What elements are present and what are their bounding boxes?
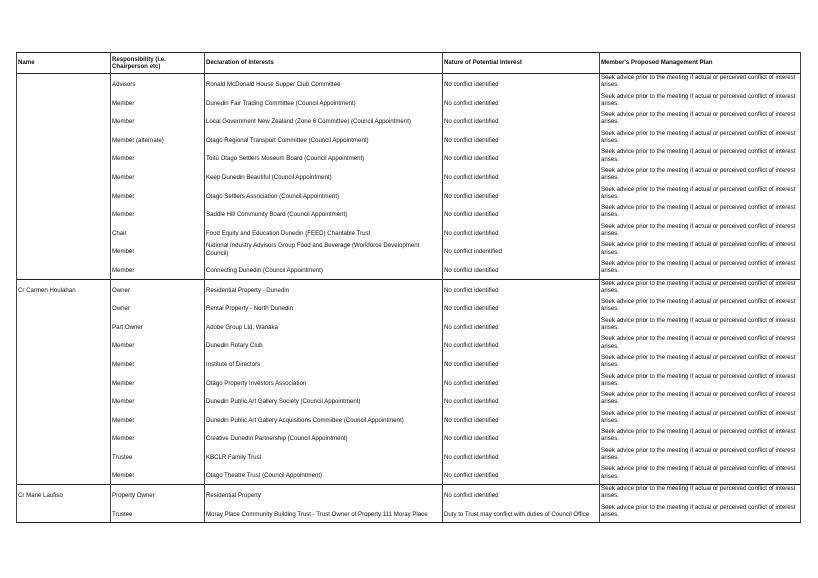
nature-cell: No conflict identified	[443, 204, 600, 223]
responsibility-cell: Member	[111, 410, 205, 429]
declaration-cell: Adobe Group Ltd, Wanaka	[205, 317, 443, 336]
responsibility-cell: Advisors	[111, 74, 205, 93]
declaration-cell: Residential Property - Dunedin	[205, 279, 443, 298]
member-name-cell	[17, 373, 111, 392]
nature-cell: No conflict identified	[443, 447, 600, 466]
responsibility-cell: Member	[111, 260, 205, 279]
management-plan-cell: Seek advice prior to the meeting if actual or perceived conflict of interest arises.	[600, 186, 801, 205]
table-row	[17, 167, 801, 186]
management-plan-cell: Seek advice prior to the meeting if actual or perceived conflict of interest arises.	[600, 223, 801, 242]
declaration-cell: Creative Dunedin Partnership (Council Appointment)	[205, 428, 443, 447]
declaration-cell: Otago Property Investors Association	[205, 373, 443, 392]
nature-cell: No conflict identified	[443, 93, 600, 112]
responsibility-cell: Member (alternate)	[111, 130, 205, 149]
member-name-cell	[17, 504, 111, 523]
declaration-cell: Toitū Otago Settlers Museum Board (Council Appointment)	[205, 148, 443, 167]
table-row	[17, 465, 801, 484]
management-plan-cell: Seek advice prior to the meeting if actual or perceived conflict of interest arises.	[600, 260, 801, 279]
member-name-cell	[17, 93, 111, 112]
header-row	[17, 53, 801, 74]
table-row	[17, 335, 801, 354]
member-name-cell	[17, 167, 111, 186]
table-row	[17, 260, 801, 279]
management-plan-cell: Seek advice prior to the meeting if actual or perceived conflict of interest arises.	[600, 428, 801, 447]
table-row	[17, 317, 801, 336]
declaration-cell: Saddle Hill Community Board (Council Appointment)	[205, 204, 443, 223]
nature-cell: No conflict identified	[443, 279, 600, 298]
management-plan-cell: Seek advice prior to the meeting if actual or perceived conflict of interest arises.	[600, 241, 801, 260]
nature-cell: No conflict identified	[443, 354, 600, 373]
member-name-cell: Cr Carmen Houlahan	[17, 279, 111, 298]
member-name-cell	[17, 186, 111, 205]
declaration-cell: KBCLR Family Trust	[205, 447, 443, 466]
responsibility-cell: Member	[111, 111, 205, 130]
nature-cell: No conflict identified	[443, 130, 600, 149]
table-row	[17, 391, 801, 410]
management-plan-cell: Seek advice prior to the meeting if actual or perceived conflict of interest arises.	[600, 111, 801, 130]
table-row	[17, 111, 801, 130]
member-name-cell	[17, 148, 111, 167]
declaration-cell: Otago Settlers Association (Council Appointment)	[205, 186, 443, 205]
table-row	[17, 428, 801, 447]
member-name-cell	[17, 391, 111, 410]
nature-cell: No conflict identified	[443, 373, 600, 392]
table-row	[17, 504, 801, 523]
responsibility-cell: Part Owner	[111, 317, 205, 336]
member-name-cell	[17, 335, 111, 354]
management-plan-cell: Seek advice prior to the meeting if actual or perceived conflict of interest arises.	[600, 504, 801, 523]
responsibility-cell: Member	[111, 167, 205, 186]
member-name-cell	[17, 317, 111, 336]
member-name-cell	[17, 465, 111, 484]
responsibility-cell: Trustee	[111, 504, 205, 523]
nature-cell: No conflict identified	[443, 317, 600, 336]
responsibility-cell: Member	[111, 335, 205, 354]
responsibility-cell: Member	[111, 391, 205, 410]
member-name-cell	[17, 111, 111, 130]
management-plan-cell: Seek advice prior to the meeting if actual or perceived conflict of interest arises.	[600, 279, 801, 298]
table-row	[17, 241, 801, 260]
table-row	[17, 298, 801, 317]
nature-cell: No conflict identified	[443, 111, 600, 130]
table-row	[17, 93, 801, 112]
member-name-cell	[17, 354, 111, 373]
declaration-cell: Keep Dunedin Beautiful (Council Appointment)	[205, 167, 443, 186]
management-plan-cell: Seek advice prior to the meeting if actual or perceived conflict of interest arises.	[600, 391, 801, 410]
member-name-cell	[17, 130, 111, 149]
management-plan-cell: Seek advice prior to the meeting if actual or perceived conflict of interest arises.	[600, 447, 801, 466]
responsibility-cell: Owner	[111, 298, 205, 317]
member-name-cell	[17, 428, 111, 447]
member-name-cell	[17, 74, 111, 93]
table-row	[17, 223, 801, 242]
nature-cell: No conflict identified	[443, 428, 600, 447]
responsibility-cell: Member	[111, 148, 205, 167]
nature-cell: No conflict identified	[443, 167, 600, 186]
table-row	[17, 373, 801, 392]
management-plan-cell: Seek advice prior to the meeting if actual or perceived conflict of interest arises.	[600, 335, 801, 354]
table-row	[17, 410, 801, 429]
nature-cell: No conflict identified	[443, 465, 600, 484]
declaration-cell: Ronald McDonald House Supper Club Committee	[205, 74, 443, 93]
management-plan-cell: Seek advice prior to the meeting if actual or perceived conflict of interest arises.	[600, 298, 801, 317]
member-name-cell	[17, 223, 111, 242]
responsibility-cell: Member	[111, 428, 205, 447]
responsibility-cell: Member	[111, 465, 205, 484]
management-plan-cell: Seek advice prior to the meeting if actual or perceived conflict of interest arises.	[600, 317, 801, 336]
table-row	[17, 130, 801, 149]
responsibility-cell: Member	[111, 354, 205, 373]
table-row	[17, 204, 801, 223]
declaration-cell: Moray Place Community Building Trust - Trust Owner of Property 111 Moray Place	[205, 504, 443, 523]
header-nature: Nature of Potential Interest	[443, 53, 600, 74]
nature-cell: Duty to Trust may conflict with duties of Council Office	[443, 504, 600, 523]
management-plan-cell: Seek advice prior to the meeting if actual or perceived conflict of interest arises.	[600, 167, 801, 186]
management-plan-cell: Seek advice prior to the meeting if actual or perceived conflict of interest arises.	[600, 74, 801, 93]
declaration-cell: Rental Property - North Dunedin	[205, 298, 443, 317]
management-plan-cell: Seek advice prior to the meeting if actual or perceived conflict of interest arises.	[600, 373, 801, 392]
management-plan-cell: Seek advice prior to the meeting if actual or perceived conflict of interest arises.	[600, 485, 801, 504]
nature-cell: No conflict indentified	[443, 241, 600, 260]
responsibility-cell: Chair	[111, 223, 205, 242]
management-plan-cell: Seek advice prior to the meeting if actual or perceived conflict of interest arises.	[600, 465, 801, 484]
header-responsibility: Responsibility (i.e. Chairperson etc)	[111, 53, 205, 74]
nature-cell: No conflict identified	[443, 148, 600, 167]
nature-cell: No conflict identified	[443, 485, 600, 504]
nature-cell: No conflict identified	[443, 335, 600, 354]
declaration-cell: Connecting Dunedin (Council Appointment)	[205, 260, 443, 279]
declaration-cell: Residential Property	[205, 485, 443, 504]
member-name-cell	[17, 241, 111, 260]
interests-register	[16, 52, 800, 523]
interests-table	[16, 52, 801, 523]
responsibility-cell: Member	[111, 241, 205, 260]
member-name-cell: Cr Marie Laufiso	[17, 485, 111, 504]
nature-cell: No conflict identified	[443, 298, 600, 317]
member-name-cell	[17, 204, 111, 223]
member-name-cell	[17, 410, 111, 429]
member-name-cell	[17, 298, 111, 317]
table-row	[17, 485, 801, 504]
table-row	[17, 354, 801, 373]
declaration-cell: Institute of Directors	[205, 354, 443, 373]
declaration-cell: Food Equity and Education Dunedin (FEED) Charitable Trust	[205, 223, 443, 242]
header-declaration: Declaration of Interests	[205, 53, 443, 74]
responsibility-cell: Property Owner	[111, 485, 205, 504]
management-plan-cell: Seek advice prior to the meeting if actual or perceived conflict of interest arises.	[600, 130, 801, 149]
management-plan-cell: Seek advice prior to the meeting if actual or perceived conflict of interest arises.	[600, 148, 801, 167]
declaration-cell: Otago Regional Transport Committee (Council Appointment)	[205, 130, 443, 149]
responsibility-cell: Trustee	[111, 447, 205, 466]
table-row	[17, 447, 801, 466]
declaration-cell: National Industry Advisors Group Food and Beverage (Workforce Development Council)	[205, 241, 443, 260]
management-plan-cell: Seek advice prior to the meeting if actual or perceived conflict of interest arises.	[600, 93, 801, 112]
nature-cell: No conflict identified	[443, 260, 600, 279]
table-row	[17, 74, 801, 93]
nature-cell: No conflict identified	[443, 223, 600, 242]
declaration-cell: Local Government New Zealand (Zone 6 Committee) (Council Appointment)	[205, 111, 443, 130]
management-plan-cell: Seek advice prior to the meeting if actual or perceived conflict of interest arises.	[600, 410, 801, 429]
responsibility-cell: Member	[111, 186, 205, 205]
declaration-cell: Otago Theatre Trust (Council Appointment)	[205, 465, 443, 484]
responsibility-cell: Owner	[111, 279, 205, 298]
declaration-cell: Dunedin Public Art Gallery Acquisitions Committee (Council Appointment)	[205, 410, 443, 429]
nature-cell: No conflict identified	[443, 186, 600, 205]
table-row	[17, 186, 801, 205]
declaration-cell: Dunedin Public Art Gallery Society (Council Appointment)	[205, 391, 443, 410]
management-plan-cell: Seek advice prior to the meeting if actual or perceived conflict of interest arises.	[600, 354, 801, 373]
declaration-cell: Dunedin Rotary Club	[205, 335, 443, 354]
responsibility-cell: Member	[111, 373, 205, 392]
member-name-cell	[17, 447, 111, 466]
responsibility-cell: Member	[111, 204, 205, 223]
nature-cell: No conflict identified	[443, 410, 600, 429]
management-plan-cell: Seek advice prior to the meeting if actual or perceived conflict of interest arises.	[600, 204, 801, 223]
header-plan: Member's Proposed Management Plan	[600, 53, 801, 74]
table-row	[17, 148, 801, 167]
declaration-cell: Dunedin Fair Trading Committee (Council Appointment)	[205, 93, 443, 112]
header-name: Name	[17, 53, 111, 74]
table-row	[17, 279, 801, 298]
nature-cell: No conflict identified	[443, 391, 600, 410]
responsibility-cell: Member	[111, 93, 205, 112]
member-name-cell	[17, 260, 111, 279]
nature-cell: No conflict identified	[443, 74, 600, 93]
